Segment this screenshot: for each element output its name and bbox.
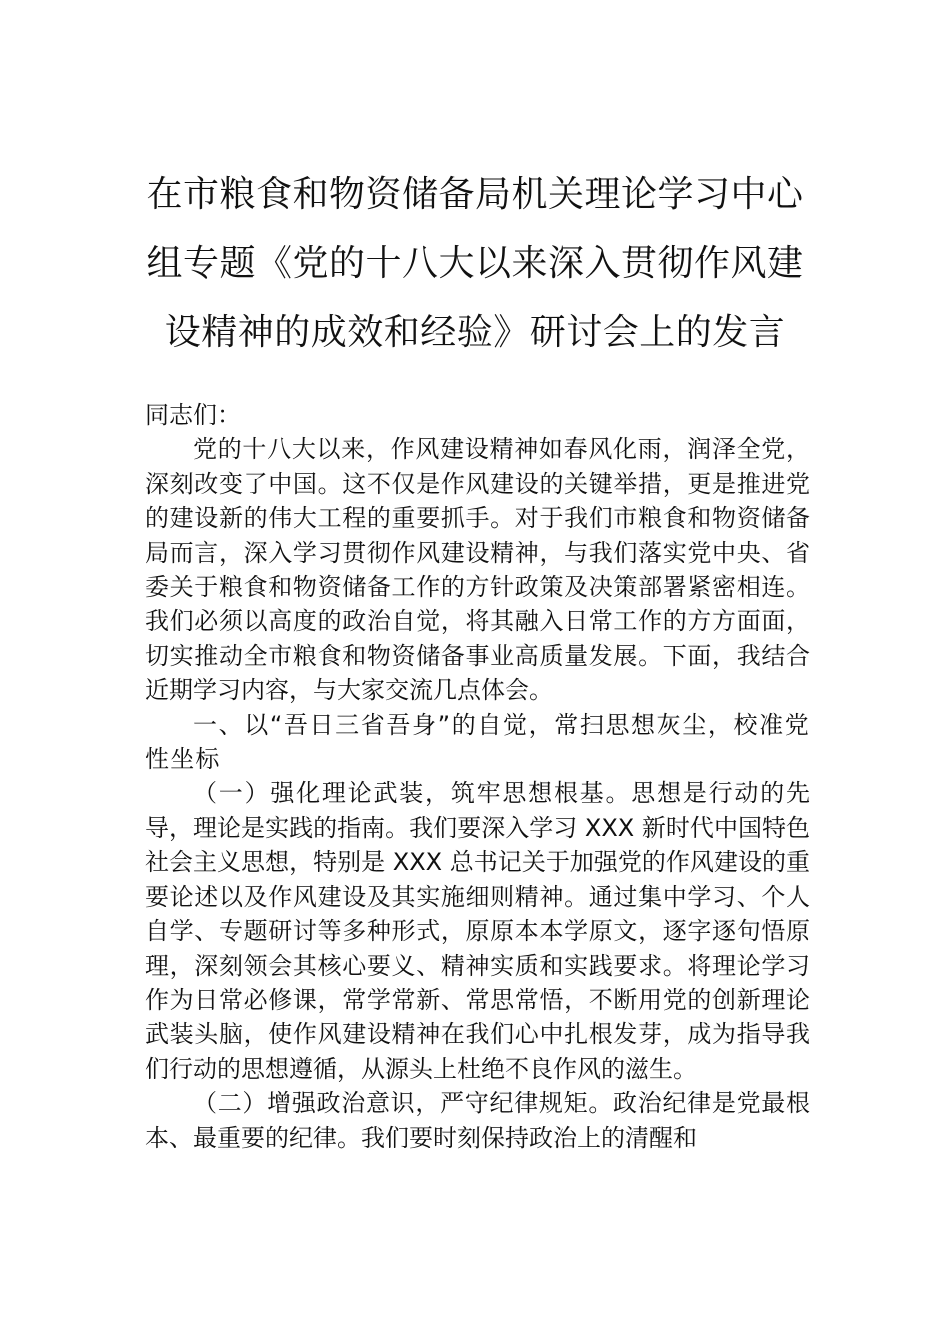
section-heading-1: 一、以“吾日三省吾身”的自觉，常扫思想灰尘，校准党性坐标 bbox=[145, 710, 810, 774]
title-line-3: 设精神的成效和经验》研讨会上的发言 bbox=[164, 312, 786, 353]
title-line-2: 组专题《党的十八大以来深入贯彻作风建 bbox=[146, 243, 804, 284]
paragraph-subsection-2: （二）增强政治意识，严守纪律规矩。政治纪律是党最根本、最重要的纪律。我们要时刻保持政治上的清醒和 bbox=[145, 1089, 810, 1152]
document-title bbox=[120, 160, 830, 367]
salutation: 同志们： bbox=[145, 401, 241, 429]
paragraph-subsection-1: （一）强化理论武装，筑牢思想根基。思想是行动的先导，理论是实践的指南。我们要深入学习 XXX 新时代中国特色社会主义思想，特别是 XXX 总书记关于加强党的作风建设的重要论述以及作风建设及其实施细则精神。通过集中学习、个人自学、专题研讨等多种形式，原原本本学原文，逐字逐句悟原理，深刻领会其核心要义、精神实质和实践要求。将理论学习作为日常必修课，常学常新、常思常悟，不断用党的创新理论武装头脑，使作风建设精神在我们心中扎根发芽，成为指导我们行动的思想遵循，从源头上杜绝不良作风的滋生。 bbox=[145, 779, 810, 1083]
paragraph-intro: 党的十八大以来，作风建设精神如春风化雨，润泽全党，深刻改变了中国。这不仅是作风建设的关键举措，更是推进党的建设新的伟大工程的重要抓手。对于我们市粮食和物资储备局而言，深入学习贯彻作风建设精神，与我们落实党中央、省委关于粮食和物资储备工作的方针政策及决策部署紧密相连。我们必须以高度的政治自觉，将其融入日常工作的方方面面，切实推动全市粮食和物资储备事业高质量发展。下面，我结合近期学习内容，与大家交流几点体会。 bbox=[145, 435, 810, 705]
title-line-1: 在市粮食和物资储备局机关理论学习中心 bbox=[146, 174, 804, 215]
document-body bbox=[145, 398, 810, 1155]
